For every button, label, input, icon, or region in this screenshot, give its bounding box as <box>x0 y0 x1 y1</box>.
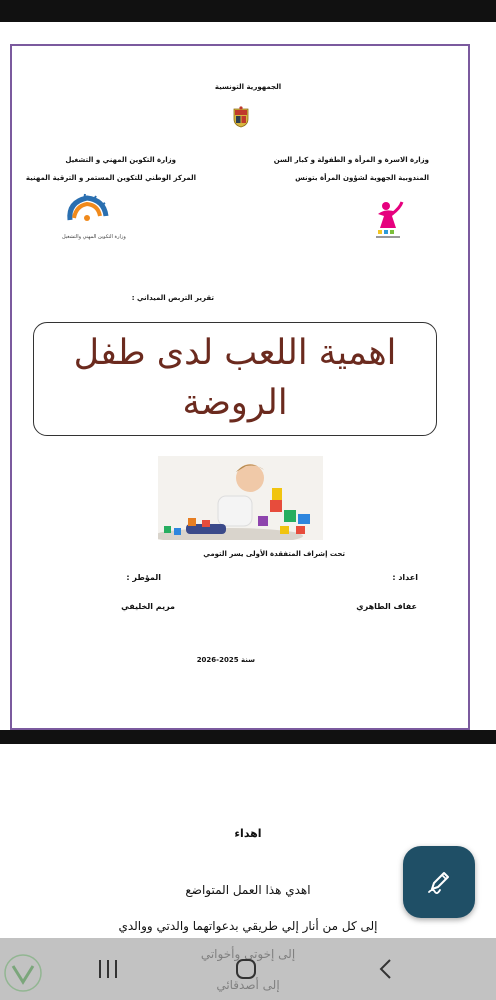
women-office-logo <box>372 200 404 240</box>
prepared-label: اعداد : <box>392 573 418 582</box>
title-line-1: اهمية اللعب لدى طفل <box>73 333 397 373</box>
ministry-right-text: وزارة الاسرة و المرأة و الطفولة و كبار السن <box>273 156 429 164</box>
training-ministry-logo <box>62 192 112 232</box>
year-text: سنة 2025-2026 <box>196 656 255 664</box>
title-line-2: الروضة <box>182 383 288 423</box>
office-right-text: المندوبية الجهوية لشؤون المرأة بتونس <box>295 174 429 182</box>
center-left-text: المركز الوطني للتكوين المستمر و الترقية المهنية <box>25 174 196 182</box>
title-box <box>33 322 437 436</box>
report-label: تقرير التربص الميداني : <box>131 294 214 302</box>
dedication-heading: اهداء <box>234 827 262 840</box>
mentor-name: مريم الخليفي <box>121 602 175 611</box>
status-bar <box>0 0 496 22</box>
dedication-line-2: إلى كل من أنار إلي طريقي بدعواتهما والدتي ووالدي <box>118 919 378 933</box>
left-logo-caption: وزارة التكوين المهني والتشغيل <box>62 234 126 240</box>
prepared-name: عفاف الطاهري <box>356 602 417 611</box>
dedication-line-1: اهدي هذا العمل المتواضع <box>185 883 311 897</box>
page-separator <box>0 730 496 744</box>
child-playing-photo <box>158 456 323 540</box>
mentor-label: المؤطر : <box>126 573 161 582</box>
home-icon[interactable] <box>234 957 258 981</box>
edit-fab-button[interactable] <box>403 846 475 918</box>
back-icon[interactable] <box>376 957 396 981</box>
watermark-logo <box>2 952 44 994</box>
navigation-bar <box>0 938 496 1000</box>
ministry-left-text: وزارة التكوين المهني و التشغيل <box>65 156 176 164</box>
recent-apps-icon[interactable] <box>96 958 120 980</box>
republic-heading: الجمهورية التونسية <box>214 83 282 91</box>
supervision-text: تحت إشراف المتفقدة الأولى يسر التومي <box>203 550 345 558</box>
document-page-1 <box>0 22 496 730</box>
tunisia-emblem-icon <box>232 106 250 128</box>
pen-edit-icon <box>425 868 453 896</box>
